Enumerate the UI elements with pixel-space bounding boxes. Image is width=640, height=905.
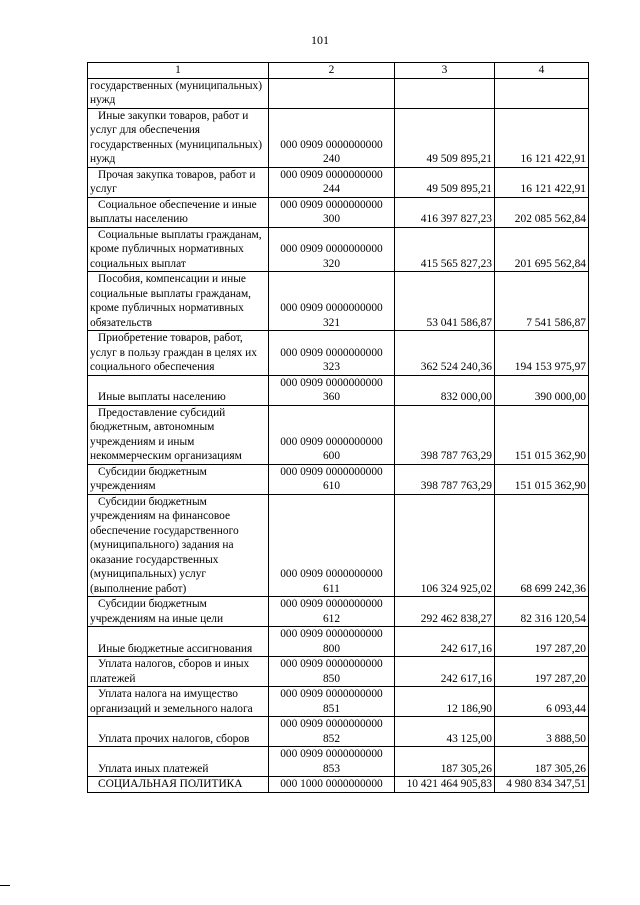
row-value-col4: 202 085 562,84: [495, 197, 589, 227]
row-value-col3: 415 565 827,23: [395, 227, 495, 272]
row-name: Уплата прочих налогов, сборов: [88, 717, 269, 747]
column-header: 2: [269, 63, 395, 79]
row-name: Уплата налогов, сборов и иных платежей: [88, 657, 269, 687]
margin-mark: [0, 885, 10, 886]
row-code: 000 0909 0000000000 360: [269, 375, 395, 405]
row-value-col4: 390 000,00: [495, 375, 589, 405]
row-value-col4: 197 287,20: [495, 657, 589, 687]
row-value-col3: 242 617,16: [395, 657, 495, 687]
row-name: Социальное обеспечение и иные выплаты населению: [88, 197, 269, 227]
table-row: [88, 227, 589, 272]
row-name: Субсидии бюджетным учреждениям: [88, 464, 269, 494]
row-name: Уплата налога на имущество организаций и земельного налога: [88, 687, 269, 717]
budget-table: [87, 62, 589, 793]
row-value-col4: 197 287,20: [495, 627, 589, 657]
row-name: Субсидии бюджетным учреждениям на финансовое обеспечение государственного (муниципального) задания на оказание государственных (муниципальных) услуг (выполнение работ): [88, 494, 269, 597]
table-row: [88, 777, 589, 793]
row-value-col3: 398 787 763,29: [395, 405, 495, 464]
row-value-col3: 43 125,00: [395, 717, 495, 747]
row-code: 000 0909 0000000000 244: [269, 167, 395, 197]
column-header: 4: [495, 63, 589, 79]
row-name: Предоставление субсидий бюджетным, автономным учреждениям и иным некоммерческим организациям: [88, 405, 269, 464]
row-value-col3: [395, 78, 495, 108]
row-value-col4: [495, 78, 589, 108]
row-code: 000 0909 0000000000 851: [269, 687, 395, 717]
table-header-row: [88, 63, 589, 79]
row-code: 000 0909 0000000000 320: [269, 227, 395, 272]
table-row: [88, 657, 589, 687]
row-code: 000 0909 0000000000 300: [269, 197, 395, 227]
row-code: 000 0909 0000000000 850: [269, 657, 395, 687]
row-value-col4: 7 541 586,87: [495, 272, 589, 331]
row-name: Уплата иных платежей: [88, 747, 269, 777]
column-header: 3: [395, 63, 495, 79]
column-header: 1: [88, 63, 269, 79]
row-value-col4: 151 015 362,90: [495, 464, 589, 494]
row-code: 000 0909 0000000000 600: [269, 405, 395, 464]
row-value-col3: 242 617,16: [395, 627, 495, 657]
table-row: [88, 167, 589, 197]
table-row: [88, 331, 589, 376]
row-code: [269, 78, 395, 108]
row-value-col3: 106 324 925,02: [395, 494, 495, 597]
table-row: [88, 717, 589, 747]
row-value-col4: 16 121 422,91: [495, 108, 589, 167]
row-value-col3: 53 041 586,87: [395, 272, 495, 331]
row-value-col4: 187 305,26: [495, 747, 589, 777]
table-row: [88, 494, 589, 597]
row-name: СОЦИАЛЬНАЯ ПОЛИТИКА: [88, 777, 269, 793]
row-value-col3: 187 305,26: [395, 747, 495, 777]
row-code: 000 0909 0000000000 611: [269, 494, 395, 597]
row-name: государственных (муниципальных) нужд: [88, 78, 269, 108]
row-value-col4: 6 093,44: [495, 687, 589, 717]
table-row: [88, 108, 589, 167]
row-code: 000 0909 0000000000 240: [269, 108, 395, 167]
table-row: [88, 272, 589, 331]
table-row: [88, 747, 589, 777]
row-code: 000 1000 0000000000: [269, 777, 395, 793]
row-value-col3: 832 000,00: [395, 375, 495, 405]
table-row: [88, 375, 589, 405]
row-code: 000 0909 0000000000 321: [269, 272, 395, 331]
row-value-col3: 362 524 240,36: [395, 331, 495, 376]
row-name: Иные выплаты населению: [88, 375, 269, 405]
row-value-col3: 416 397 827,23: [395, 197, 495, 227]
row-code: 000 0909 0000000000 612: [269, 597, 395, 627]
table-row: [88, 405, 589, 464]
row-value-col4: 4 980 834 347,51: [495, 777, 589, 793]
row-value-col3: 49 509 895,21: [395, 108, 495, 167]
table-row: [88, 627, 589, 657]
table-row: [88, 687, 589, 717]
row-code: 000 0909 0000000000 610: [269, 464, 395, 494]
row-code: 000 0909 0000000000 853: [269, 747, 395, 777]
table-row: [88, 78, 589, 108]
row-value-col3: 292 462 838,27: [395, 597, 495, 627]
row-code: 000 0909 0000000000 323: [269, 331, 395, 376]
row-name: Иные закупки товаров, работ и услуг для обеспечения государственных (муниципальных) нужд: [88, 108, 269, 167]
table-row: [88, 197, 589, 227]
row-value-col4: 151 015 362,90: [495, 405, 589, 464]
row-value-col3: 10 421 464 905,83: [395, 777, 495, 793]
row-value-col3: 49 509 895,21: [395, 167, 495, 197]
row-value-col3: 398 787 763,29: [395, 464, 495, 494]
row-code: 000 0909 0000000000 852: [269, 717, 395, 747]
table-row: [88, 597, 589, 627]
row-name: Прочая закупка товаров, работ и услуг: [88, 167, 269, 197]
row-value-col4: 194 153 975,97: [495, 331, 589, 376]
row-name: Субсидии бюджетным учреждениям на иные цели: [88, 597, 269, 627]
row-value-col4: 16 121 422,91: [495, 167, 589, 197]
row-value-col4: 68 699 242,36: [495, 494, 589, 597]
row-value-col3: 12 186,90: [395, 687, 495, 717]
row-name: Приобретение товаров, работ, услуг в пользу граждан в целях их социального обеспечения: [88, 331, 269, 376]
row-name: Социальные выплаты гражданам, кроме публичных нормативных социальных выплат: [88, 227, 269, 272]
row-value-col4: 82 316 120,54: [495, 597, 589, 627]
table-row: [88, 464, 589, 494]
row-value-col4: 201 695 562,84: [495, 227, 589, 272]
row-name: Иные бюджетные ассигнования: [88, 627, 269, 657]
row-value-col4: 3 888,50: [495, 717, 589, 747]
page-number: 101: [311, 33, 329, 47]
row-code: 000 0909 0000000000 800: [269, 627, 395, 657]
row-name: Пособия, компенсации и иные социальные выплаты гражданам, кроме публичных нормативных обязательств: [88, 272, 269, 331]
